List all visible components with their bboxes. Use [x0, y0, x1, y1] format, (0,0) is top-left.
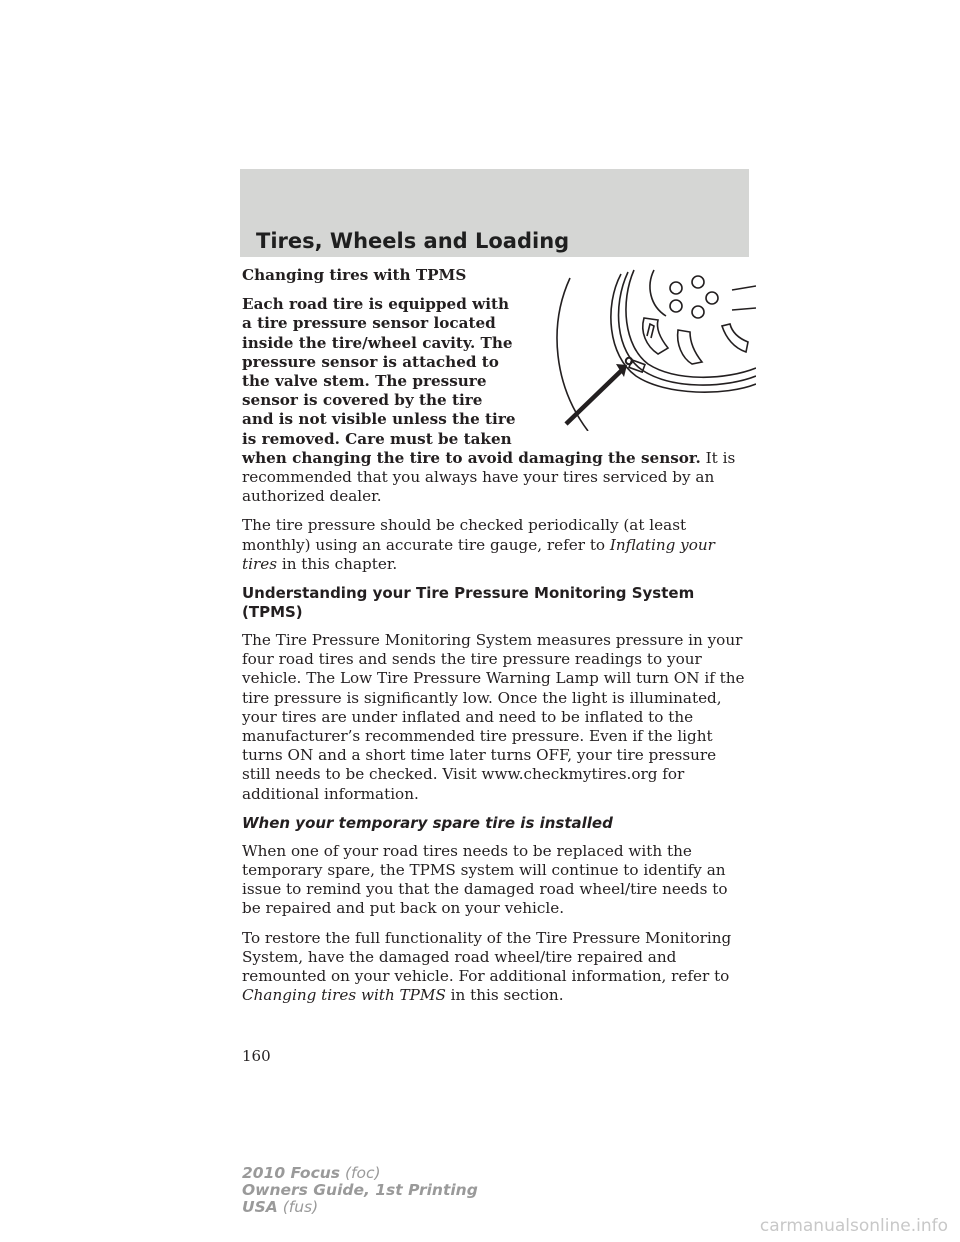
check-pressure-text: The tire pressure should be checked periodically (at least monthly) using an accurate tire gauge, refer to: [242, 516, 687, 554]
tire-sensor-illustration: [526, 266, 756, 431]
changing-tires-reference: Changing tires with TPMS: [242, 986, 446, 1005]
footer-guide: Owners Guide, 1st Printing: [242, 1181, 478, 1199]
footer-model-line: [242, 1165, 478, 1182]
check-pressure-paragraph: [242, 516, 748, 574]
section-header-band: [240, 169, 749, 257]
restore-text: To restore the full functionality of the Tire Pressure Monitoring System, have the damaged road wheel/tire repaired and remounted on your vehicle. For additional information, refer to: [242, 928, 732, 986]
understanding-tpms-heading: Understanding your Tire Pressure Monitoring System (TPMS): [242, 584, 695, 622]
publication-footer: [242, 1165, 478, 1216]
understanding-tpms-paragraph: The Tire Pressure Monitoring System measures pressure in your four road tires and sends the tire pressure readings to your vehicle. The Low Tire Pressure Warning Lamp will turn ON if the tire pressure is significantly low. Once the light is illuminated, your tires are under inflated and need to be inflated to the manufacturer’s recommended tire pressure. Even if the light turns ON and a short time later turns OFF, your tire pressure still needs to be checked. Visit www.checkmytires.org for additional information.: [242, 631, 745, 803]
tpms-service-advice: It is recommended that you always have your tires serviced by an authorized dealer.: [242, 448, 736, 506]
inflating-tires-reference: Inflating your tires: [242, 535, 715, 573]
restore-functionality-paragraph: [242, 929, 748, 1006]
temporary-spare-heading: When your temporary spare tire is installed: [242, 813, 613, 832]
footer-market-code: (fus): [282, 1198, 319, 1216]
tpms-sensor-warning: Each road tire is equipped with a tire pressure sensor located inside the tire/wheel cavity. The pressure sensor is attached to the valve stem. The pressure sensor is covered by the tire and is not visible unless the tire is removed. Care must be taken when changing the tire to avoid damaging the sensor.: [242, 295, 701, 467]
footer-model: 2010 Focus: [242, 1164, 341, 1182]
restore-suffix: in this section.: [445, 986, 564, 1005]
page-number: 160: [242, 1047, 271, 1065]
footer-model-code: (foc): [344, 1164, 381, 1182]
footer-market: USA: [242, 1198, 278, 1216]
footer-market-line: [242, 1199, 478, 1216]
temporary-spare-paragraph: When one of your road tires needs to be replaced with the temporary spare, the TPMS system will continue to identify an issue to remind you that the damaged road wheel/tire needs to be repaired and put back on your vehicle.: [242, 841, 728, 918]
check-pressure-suffix: in this chapter.: [277, 554, 398, 573]
tpms-heading: Changing tires with TPMS: [242, 266, 467, 284]
chapter-title: Tires, Wheels and Loading: [256, 229, 570, 253]
page-content: [242, 266, 748, 1016]
site-watermark: carmanualsonline.info: [759, 1216, 948, 1236]
